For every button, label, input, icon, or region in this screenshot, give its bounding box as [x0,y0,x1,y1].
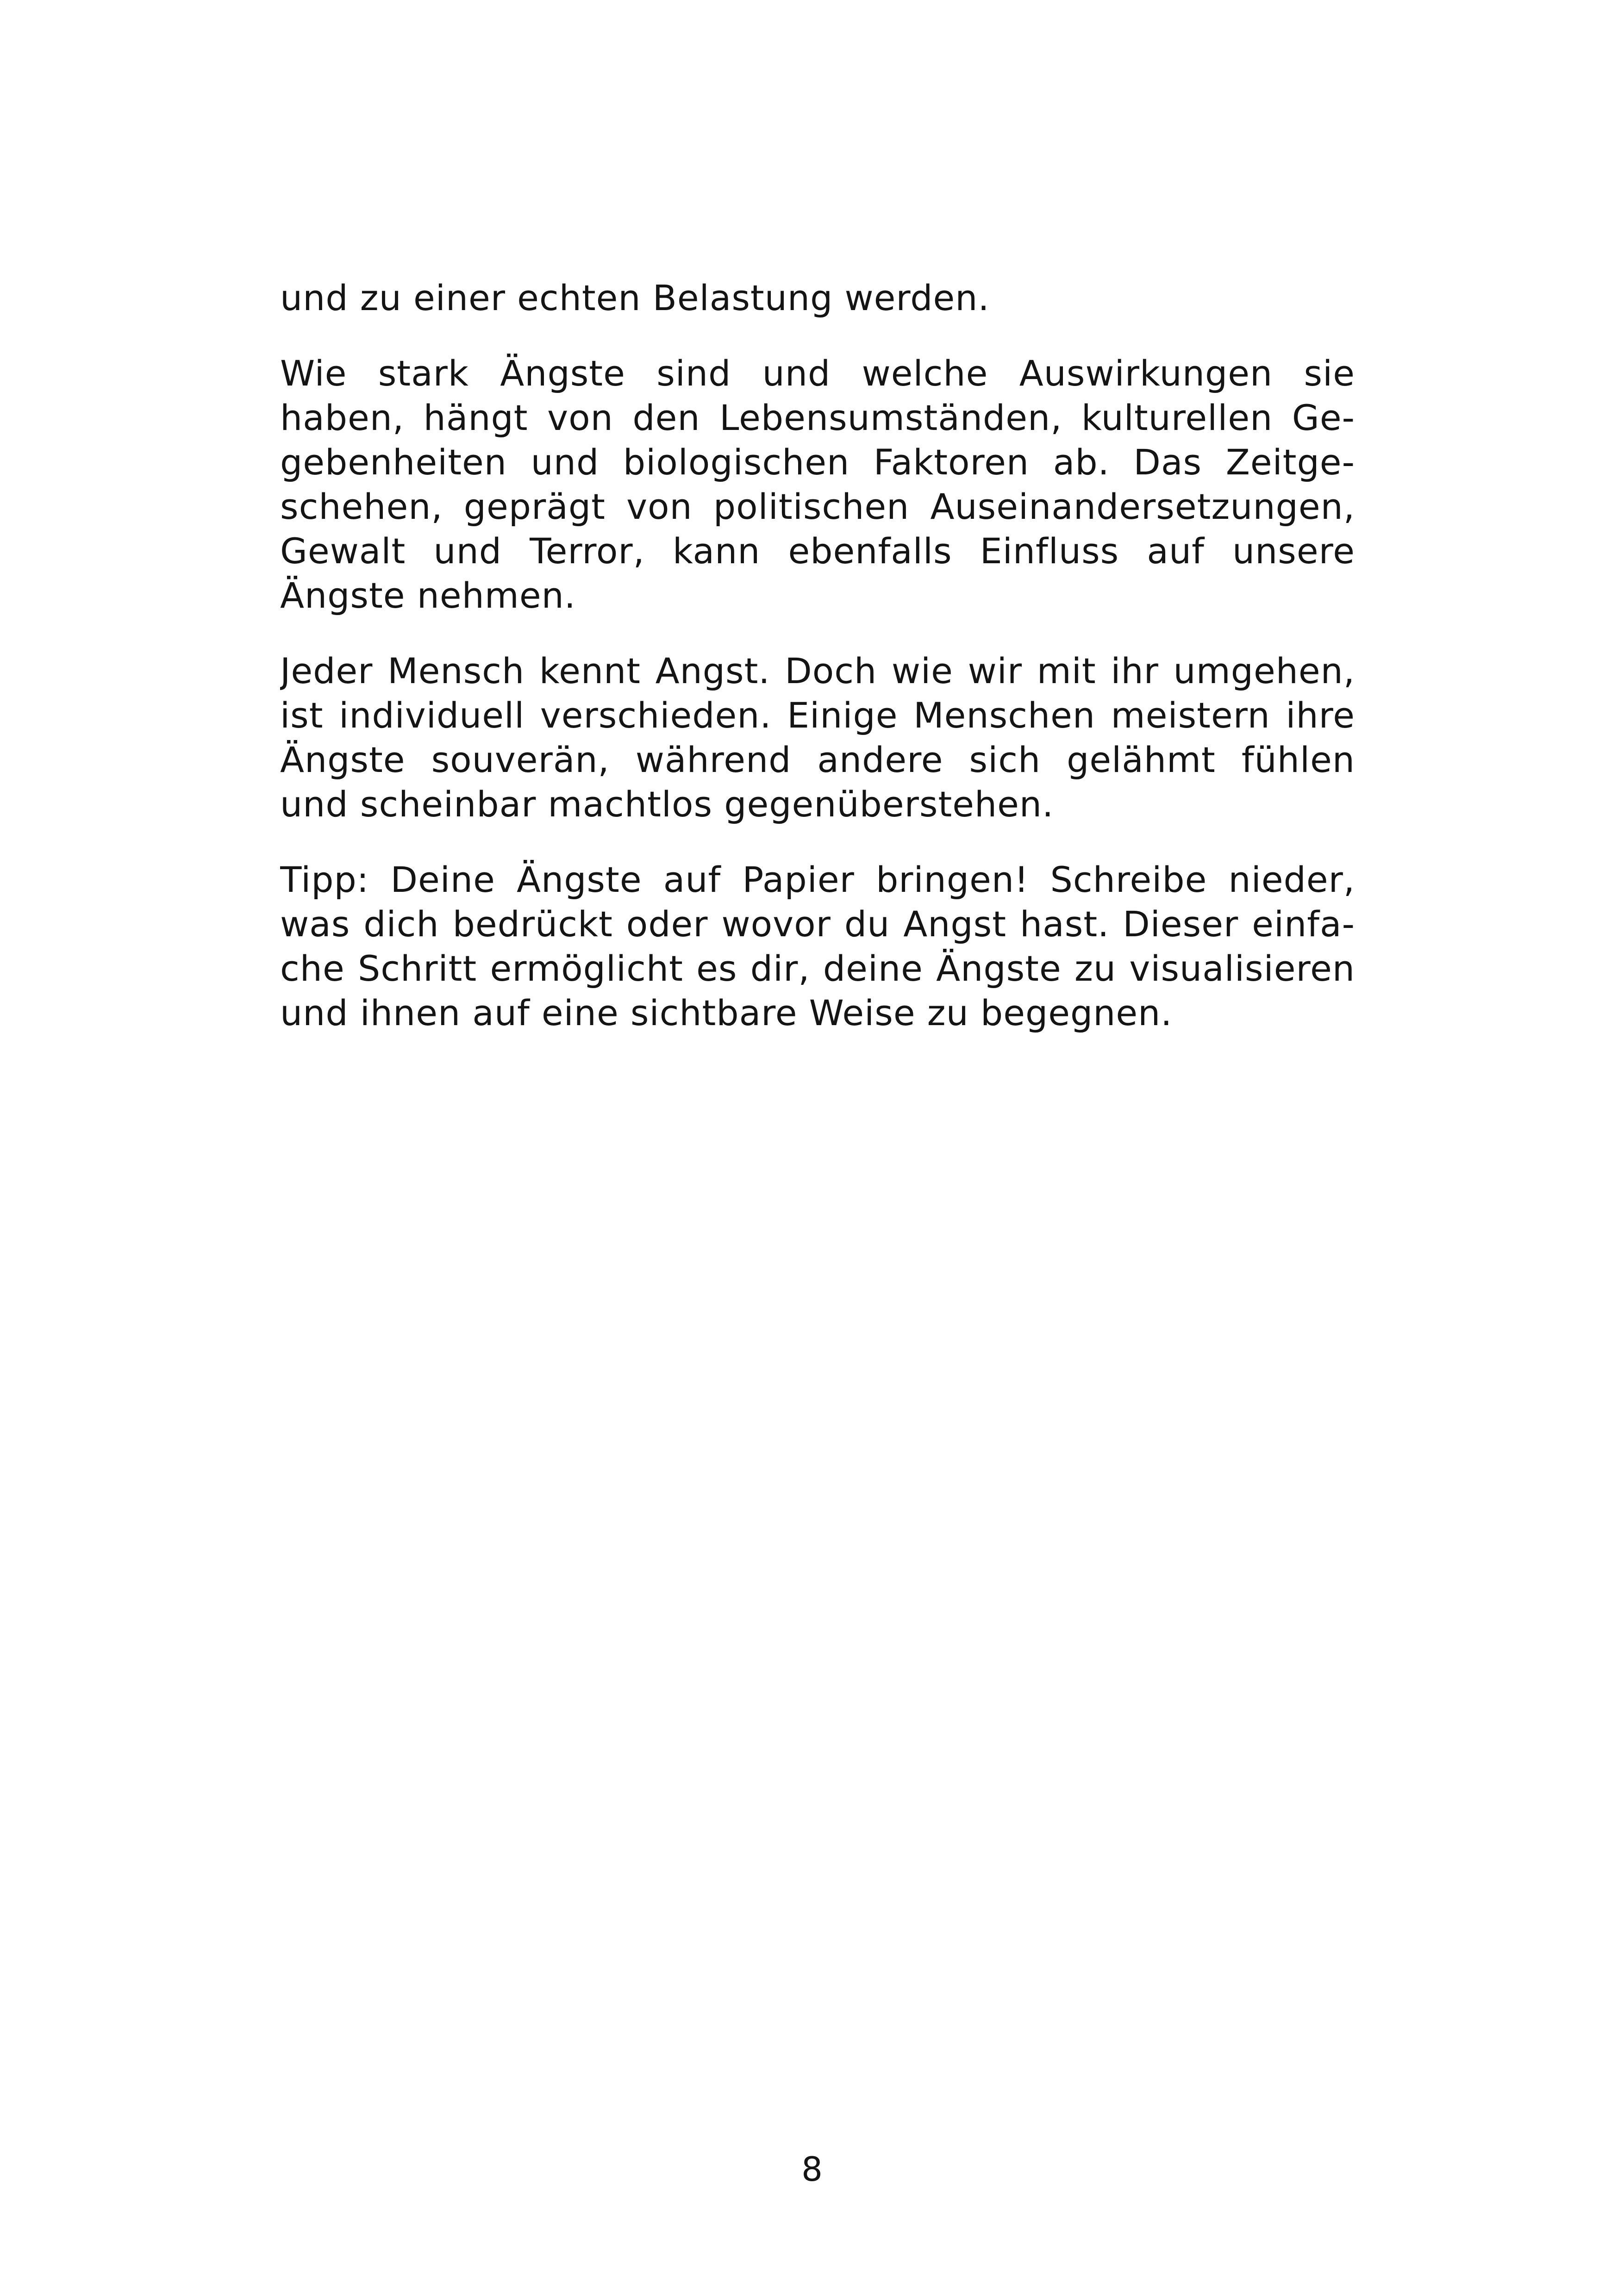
text-line: ist individuell verschieden. Einige Menschen meistern ihre [280,695,1355,736]
text-line: Tipp: Deine Ängste auf Papier bringen! Schreibe nieder, [280,859,1355,900]
text-line: Jeder Mensch kennt Angst. Doch wie wir mit ihr umgehen, [280,650,1355,691]
text-line: Ängste nehmen. [280,575,576,616]
text-line: schehen, geprägt von politischen Auseinandersetzungen, [280,486,1355,527]
text-line: Gewalt und Terror, kann ebenfalls Einfluss auf unsere [280,530,1355,572]
text-line: gebenheiten und biologischen Faktoren ab. Das Zeitge- [280,442,1355,483]
text-line: und ihnen auf eine sichtbare Weise zu begegnen. [280,992,1173,1033]
text-line: und zu einer echten Belastung werden. [280,277,990,318]
paragraph-1 [280,276,1355,320]
text-line: Wie stark Ängste sind und welche Auswirkungen sie [280,353,1355,394]
text-line: che Schritt ermöglicht es dir, deine Ängste zu visualisieren [280,948,1355,989]
text-line: was dich bedrückt oder wovor du Angst hast. Dieser einfa- [280,903,1355,945]
paragraph-2 [280,351,1355,618]
paragraph-4 [280,858,1355,1035]
text-line: Ängste souverän, während andere sich gelähmt fühlen [280,739,1355,780]
body-text [280,276,1355,1035]
text-line: haben, hängt von den Lebensumständen, kulturellen Ge- [280,397,1355,438]
text-line: und scheinbar machtlos gegenüberstehen. [280,784,1054,825]
page-number: 8 [801,2150,823,2189]
paragraph-3 [280,649,1355,827]
